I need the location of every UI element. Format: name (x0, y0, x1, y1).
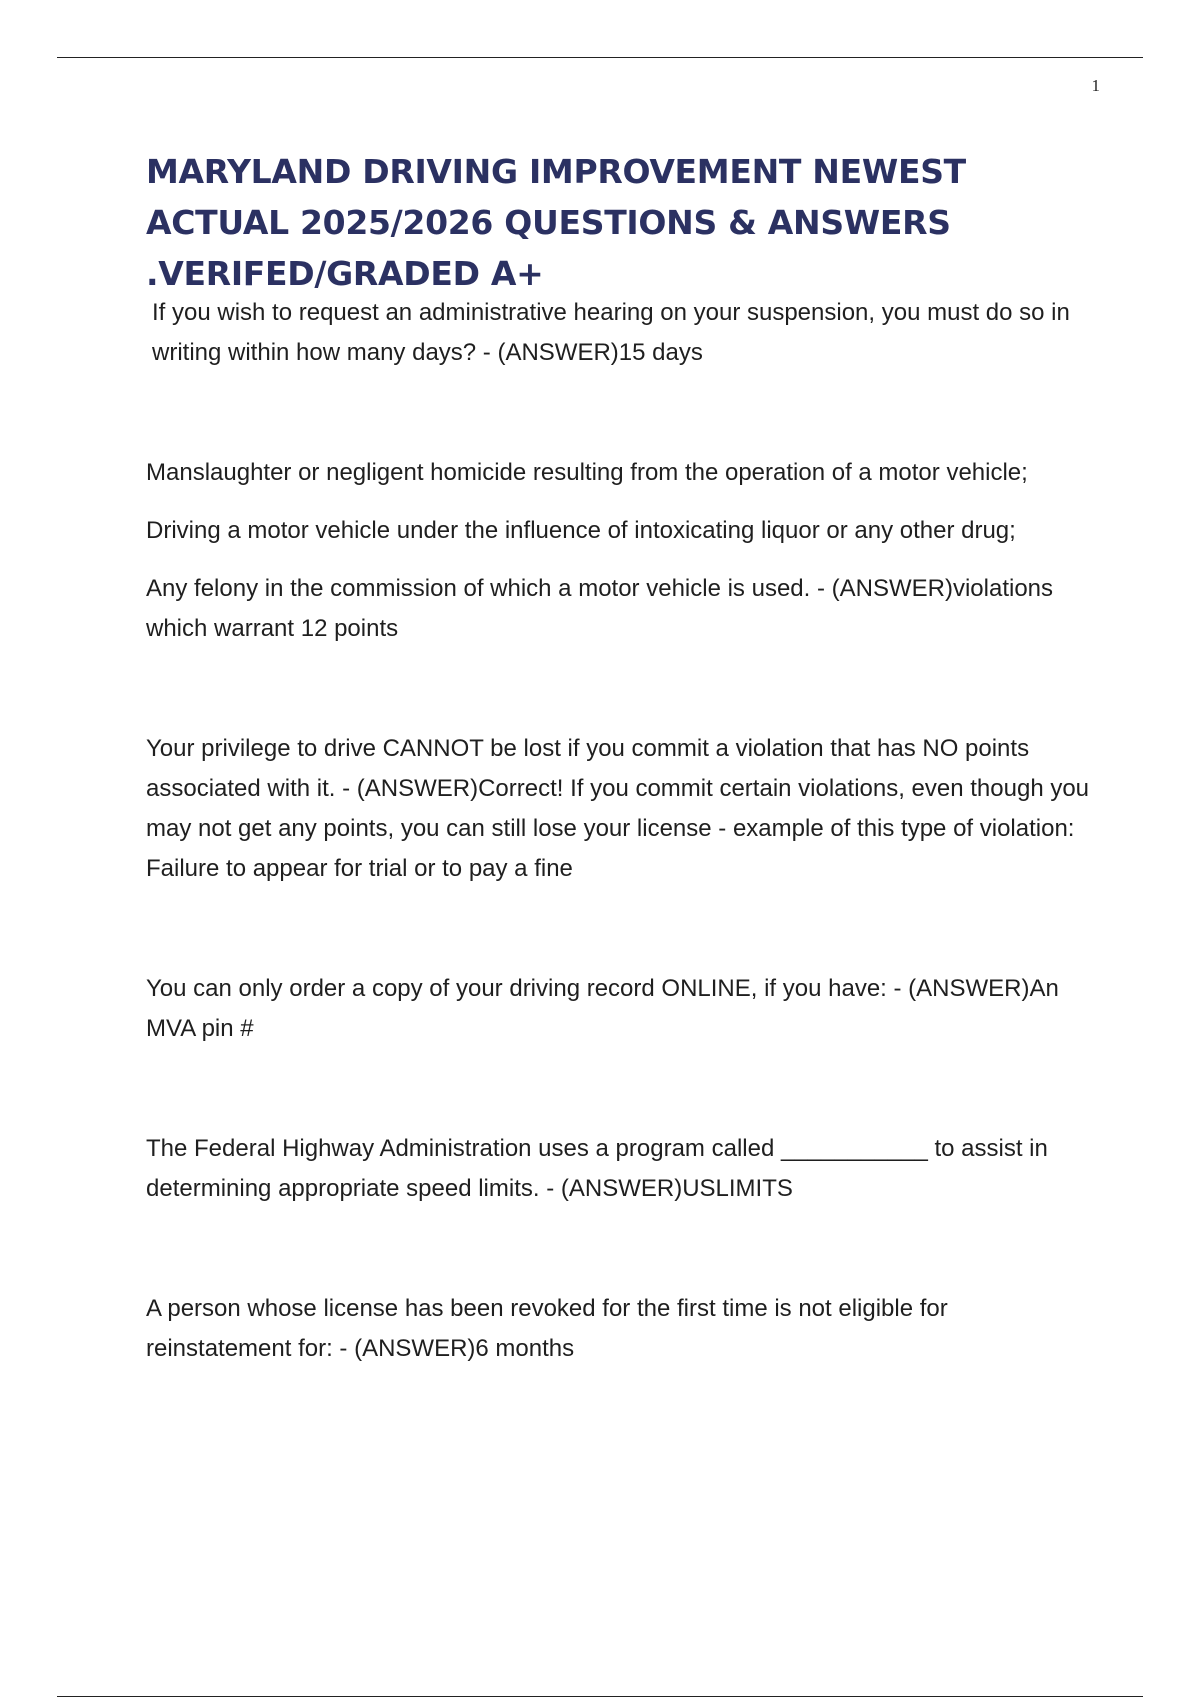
top-rule (57, 57, 1143, 58)
qa-uslimits: The Federal Highway Administration uses a program called ___________ to assist in determining appropriate speed limits. - (ANSWER)USLIMITS (146, 1135, 1048, 1202)
title-line-1: MARYLAND DRIVING IMPROVEMENT NEWEST (146, 152, 966, 191)
qa-hearing-days: If you wish to request an administrative hearing on your suspension, you must do so in writing within how many days? - (ANSWER)15 days (152, 299, 1070, 366)
qa-manslaughter-line: Manslaughter or negligent homicide resulting from the operation of a motor vehicle; (146, 459, 1028, 486)
qa-driving-record-online: You can only order a copy of your driving record ONLINE, if you have: - (ANSWER)An MVA pin # (146, 975, 1059, 1042)
document-body (146, 146, 1096, 1369)
qa-no-points-violation: Your privilege to drive CANNOT be lost if you commit a violation that has NO points associated with it. - (ANSWER)Correct! If you commit certain violations, even though you may not get any points, you can still lose your license - example of this type of violation: Failure to appear for trial or to pay a fine (146, 735, 1090, 882)
qa-revoked-reinstatement: A person whose license has been revoked for the first time is not eligible for reinstatement for: - (ANSWER)6 months (146, 1295, 948, 1362)
qa-dui-line: Driving a motor vehicle under the influence of intoxicating liquor or any other drug; (146, 517, 1016, 544)
title-line-2: ACTUAL 2025/2026 QUESTIONS & ANSWERS (146, 203, 951, 242)
page-number: 1 (1091, 76, 1100, 95)
document-title (146, 146, 1096, 299)
title-line-3: .VERIFED/GRADED A+ (146, 254, 544, 293)
bottom-rule (57, 1696, 1143, 1697)
qa-felony-12-points: Any felony in the commission of which a motor vehicle is used. - (ANSWER)violations which warrant 12 points (146, 575, 1054, 642)
